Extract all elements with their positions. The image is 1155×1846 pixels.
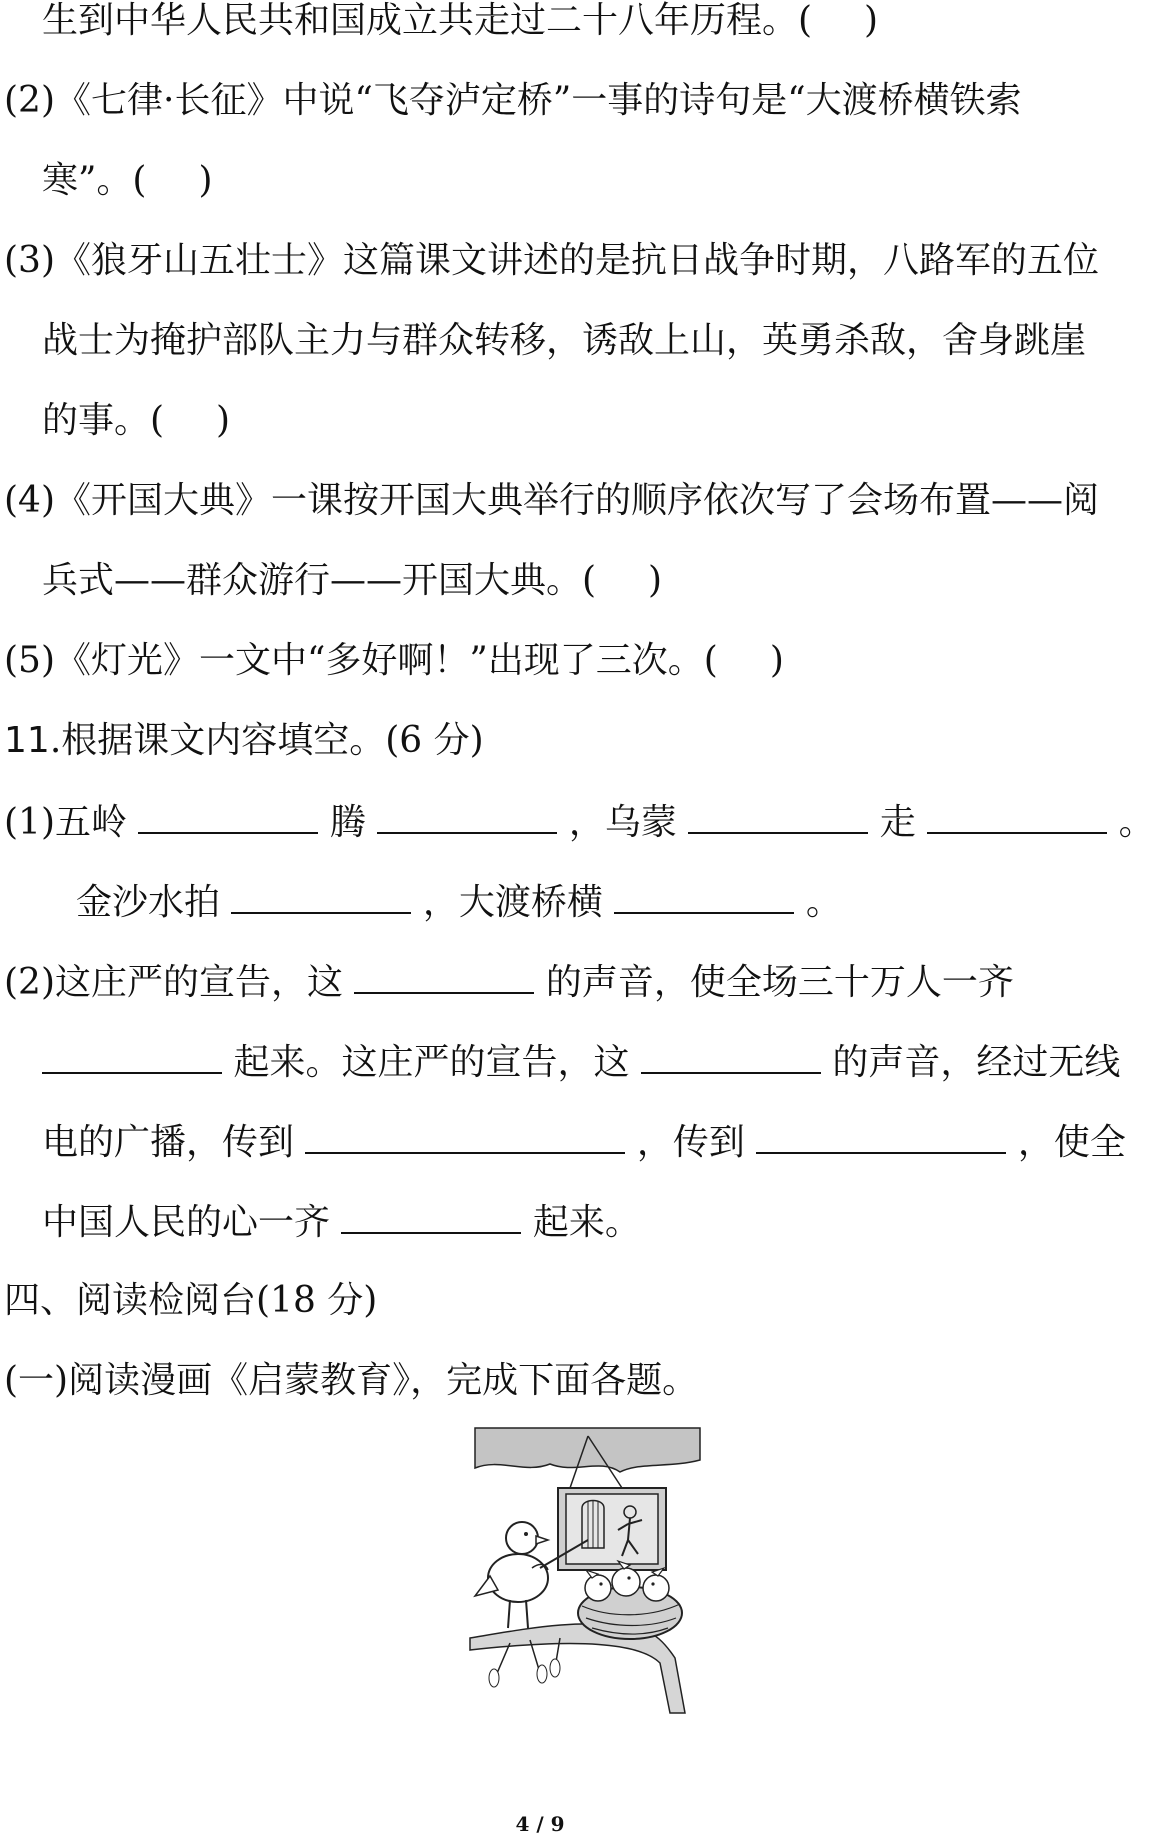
q10-item3-line3: 的事。( ) xyxy=(42,400,231,441)
q11-title xyxy=(4,716,484,766)
section4-sub1: (一)阅读漫画《启蒙教育》，完成下面各题。 xyxy=(4,1360,699,1401)
q10-item3-line2: 战士为掩护部队主力与群众转移，诱敌上山，英勇杀敌，舍身跳崖 xyxy=(42,320,1087,361)
q11-part2-line4: 中国人民的心一齐 起来。 xyxy=(42,1196,641,1248)
q10-item1-cont: 生到中华人民共和国成立共走过二十八年历程。( ) xyxy=(42,0,879,41)
fill-blank[interactable] xyxy=(305,1116,625,1154)
fill-blank[interactable] xyxy=(756,1116,1006,1154)
cartoon-icon xyxy=(470,1428,700,1718)
fill-blank[interactable] xyxy=(641,1036,821,1074)
q11-part2-line3: 电的广播，传到 ，传到 ，使全 xyxy=(42,1116,1126,1168)
q10-item2-line2: 寒”。( ) xyxy=(42,160,213,201)
q10-item3-line1: (3)《狼牙山五壮士》这篇课文讲述的是抗日战争时期，八路军的五位 xyxy=(4,240,1099,281)
q11-part1-line1: (1)五岭 腾 ，乌蒙 走 。 xyxy=(4,796,1155,848)
fill-blank[interactable] xyxy=(354,956,534,994)
section4-heading: 四、阅读检阅台(18 分) xyxy=(4,1280,378,1321)
fill-blank[interactable] xyxy=(927,796,1107,834)
fill-blank[interactable] xyxy=(614,876,794,914)
fill-blank[interactable] xyxy=(341,1196,521,1234)
page-number: 4 / 9 xyxy=(515,1812,565,1836)
q11-part2-line2: 起来。这庄严的宣告，这 的声音，经过无线 xyxy=(42,1036,1120,1088)
fill-blank[interactable] xyxy=(138,796,318,834)
fill-blank[interactable] xyxy=(42,1036,222,1074)
q11-number: 11 xyxy=(4,720,50,761)
q10-item4-line2: 兵式——群众游行——开国大典。( ) xyxy=(42,560,663,601)
fill-blank[interactable] xyxy=(688,796,868,834)
fill-blank[interactable] xyxy=(231,876,411,914)
q11-part2-line1: (2)这庄严的宣告，这 的声音，使全场三十万人一齐 xyxy=(4,956,1014,1008)
fill-blank[interactable] xyxy=(377,796,557,834)
q10-item2-line1: (2)《七律·长征》中说“飞夺泸定桥”一事的诗句是“大渡桥横铁索 xyxy=(4,80,1022,121)
q10-item4-line1: (4)《开国大典》一课按开国大典举行的顺序依次写了会场布置——阅 xyxy=(4,480,1099,521)
q11-title-text: .根据课文内容填空。(6 分) xyxy=(49,720,484,761)
q10-item5: (5)《灯光》一文中“多好啊！”出现了三次。( ) xyxy=(4,640,784,681)
q11-part1-line2: 金沙水拍 ，大渡桥横 。 xyxy=(76,876,842,928)
